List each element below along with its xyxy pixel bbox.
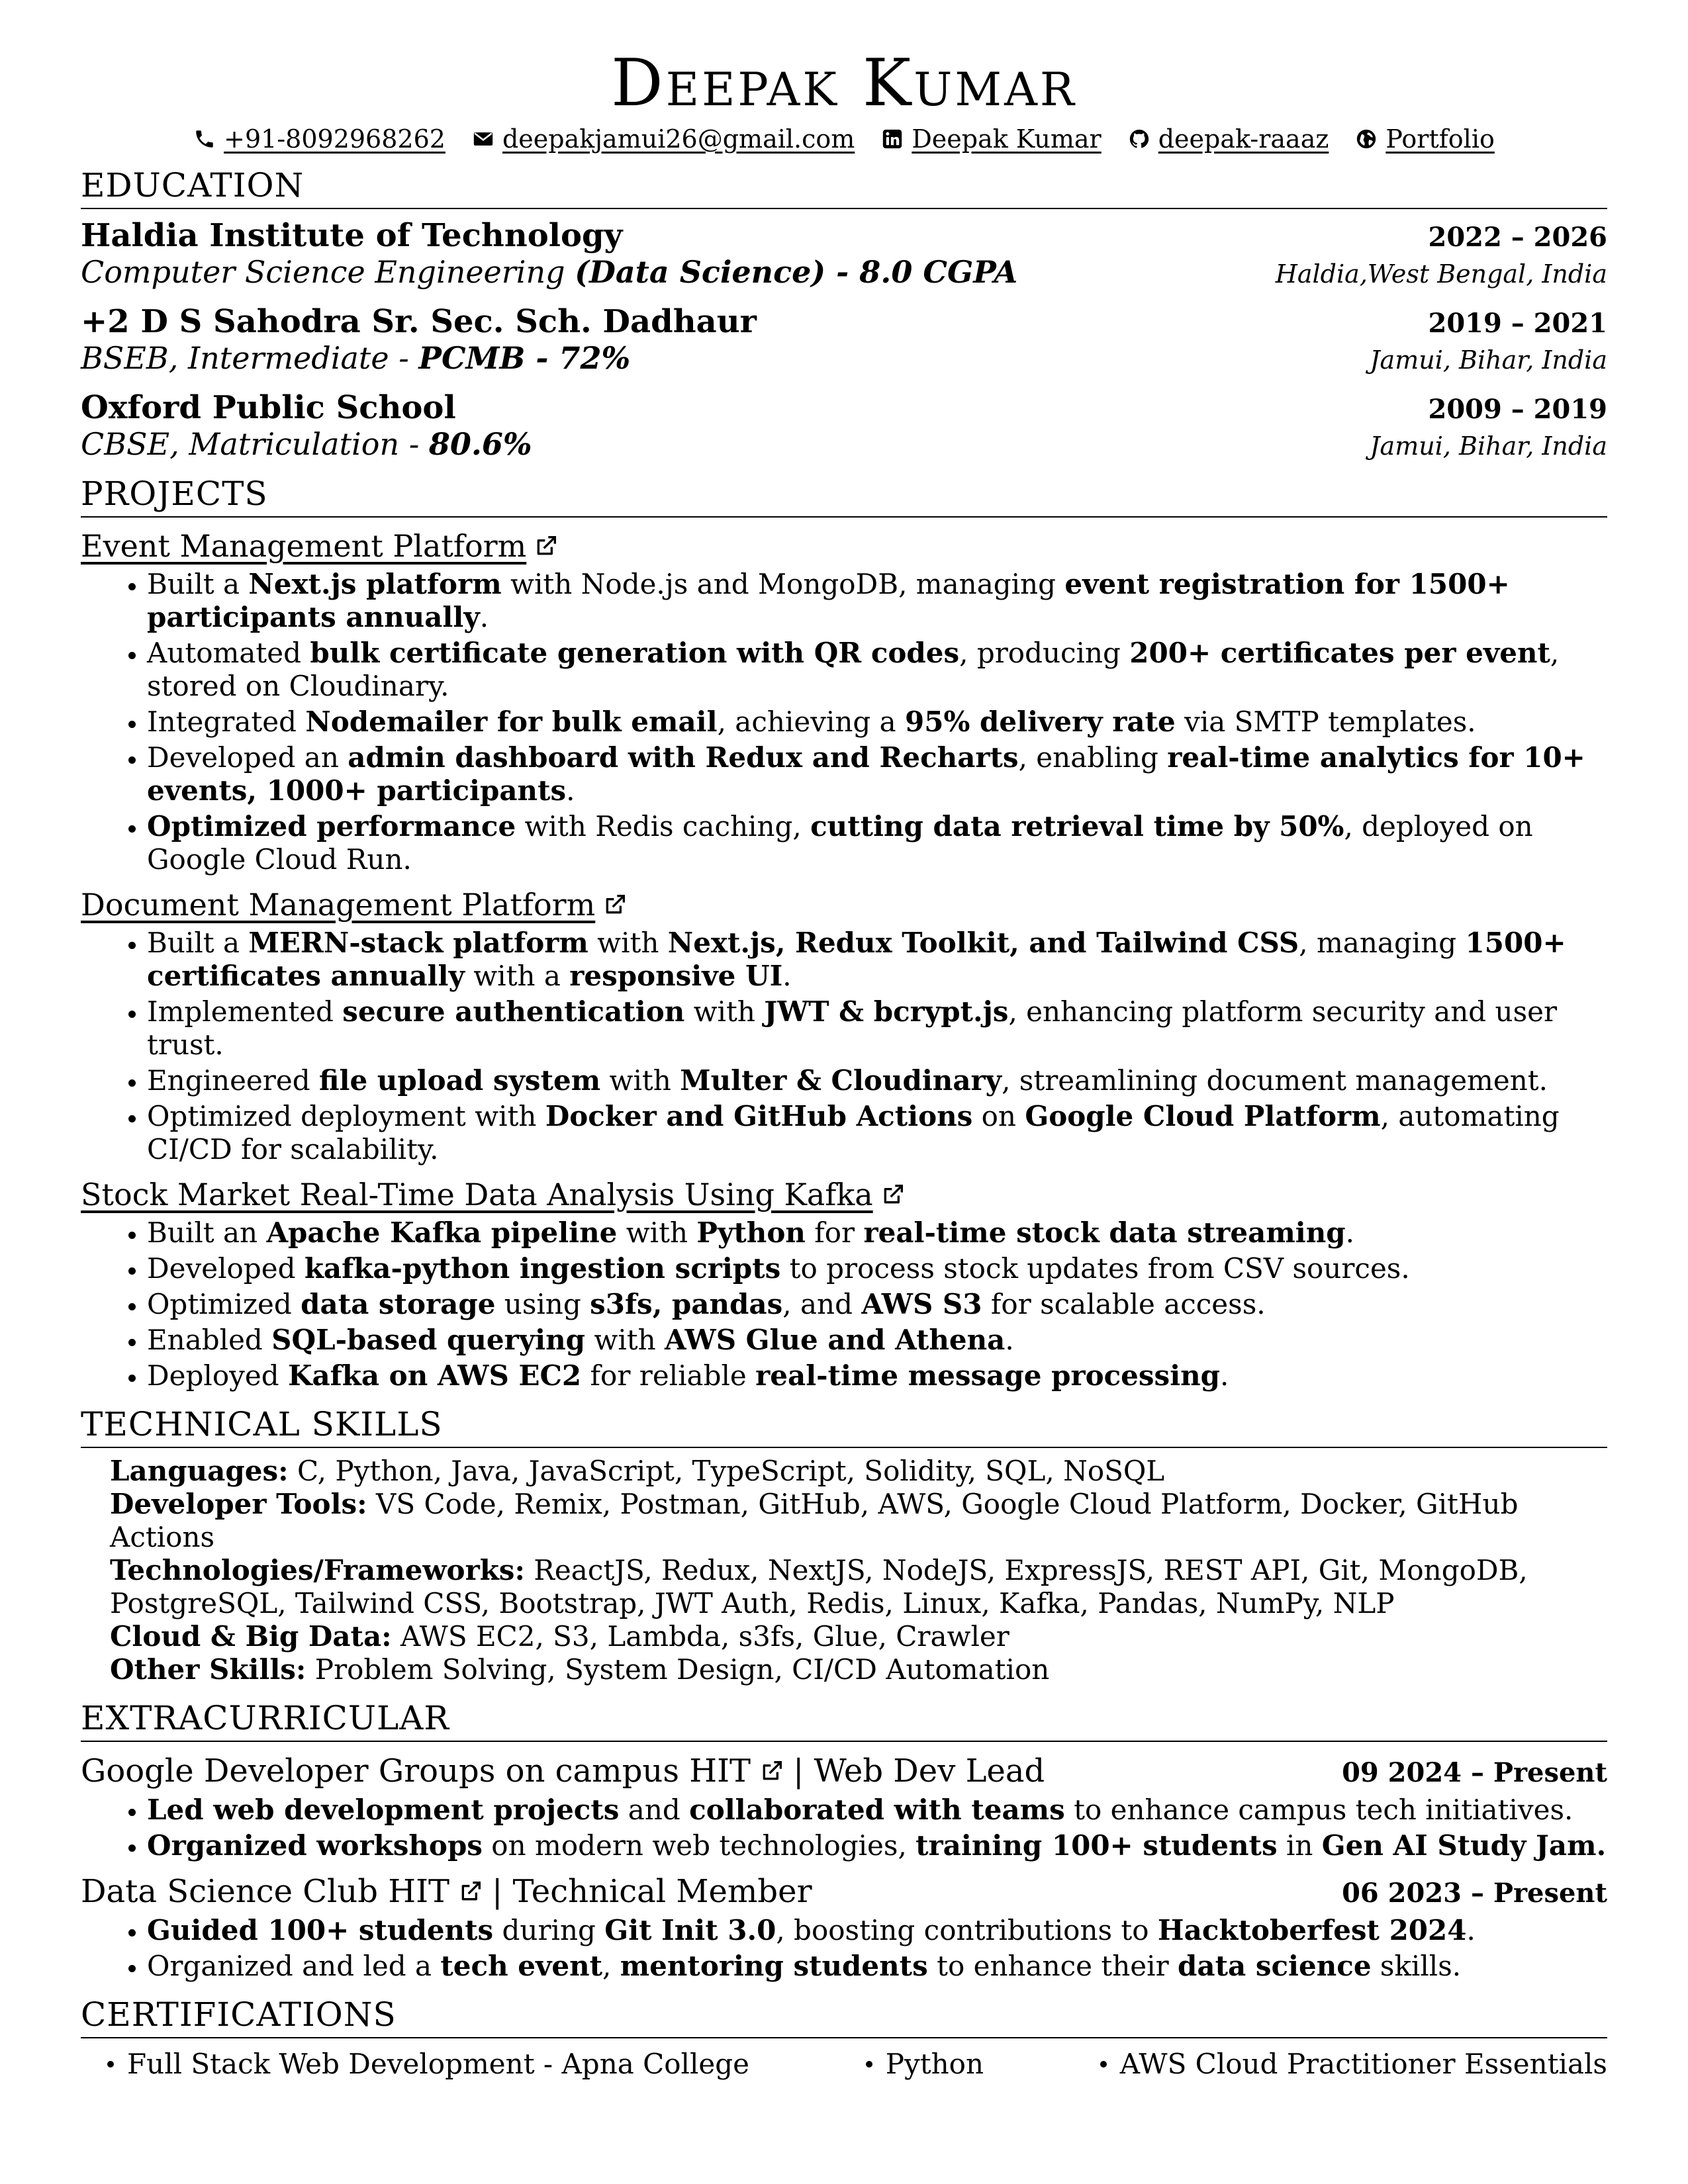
education-location: Jamui, Bihar, India [1370, 345, 1607, 375]
project-name[interactable]: Document Management Platform [81, 887, 596, 923]
bullet-item [147, 1252, 1607, 1285]
activity-dates: 09 2024 – Present [1342, 1757, 1607, 1788]
bullet-text: with Redis caching, [516, 810, 811, 842]
envelope-icon [472, 128, 494, 150]
skill-label: Languages: [110, 1455, 289, 1487]
bullet-bold-text: 95% delivery rate [905, 705, 1176, 738]
skill-label: Developer Tools: [110, 1488, 367, 1520]
bullet-item [147, 810, 1607, 876]
degree-text: CBSE, Matriculation - [81, 426, 429, 462]
bullet-text: to enhance campus tech initiatives. [1064, 1794, 1573, 1826]
bullet-item [147, 1100, 1607, 1166]
bullet-text: Built an [147, 1216, 267, 1249]
bullet-text: using [495, 1288, 590, 1320]
project-title[interactable] [81, 1177, 1607, 1212]
phone-link[interactable]: +91-8092968262 [224, 124, 445, 154]
education-dates: 2009 – 2019 [1428, 394, 1607, 425]
certifications-list [81, 2048, 1607, 2080]
activity-org: Google Developer Groups on campus HIT [81, 1752, 751, 1790]
bullet-bold-text: MERN-stack platform [248, 927, 588, 959]
bullet-item [147, 995, 1607, 1062]
bullet-bold-text: secure authentication [342, 995, 685, 1028]
activity-bullets [81, 1794, 1607, 1862]
bullet-bold-text: Docker and GitHub Actions [545, 1100, 973, 1132]
bullet-bold-text: Google Cloud Platform [1025, 1100, 1381, 1132]
phone-icon [193, 128, 216, 150]
extracurricular-heading: EXTRACURRICULAR [81, 1698, 1607, 1742]
bullet-item [147, 741, 1607, 807]
bullet-text: , stored on Cloudinary. [147, 637, 1560, 702]
skill-values: VS Code, Remix, Postman, GitHub, AWS, Google Cloud Platform, Docker, GitHub Actions [110, 1488, 1519, 1553]
skill-label: Other Skills: [110, 1653, 306, 1686]
education-row-bottom [81, 340, 1607, 376]
bullet-bold-text: s3fs, pandas [590, 1288, 783, 1320]
certification-name: AWS Cloud Practitioner Essentials [1119, 2048, 1607, 2080]
contact-bar [81, 124, 1607, 154]
activity-bullets [81, 1914, 1607, 1983]
bullet-text: during [493, 1914, 605, 1946]
skill-label: Technologies/Frameworks: [110, 1554, 525, 1586]
bullet-bold-text: 1500+ certificates annually [147, 927, 1566, 992]
degree-text: BSEB, Intermediate - [81, 340, 419, 376]
bullet-text: Developed an [147, 741, 348, 774]
bullet-bold-text: Guided 100+ students [147, 1914, 494, 1946]
bullet-item [147, 1794, 1607, 1827]
bullet-text: to process stock updates from CSV sources. [780, 1252, 1410, 1285]
project-bullets [81, 1216, 1607, 1392]
github-icon [1128, 128, 1150, 150]
bullet-text: to enhance their [927, 1950, 1178, 1982]
bullet-text: . [1466, 1914, 1476, 1946]
skill-row [110, 1488, 1607, 1554]
bullet-text: Developed [147, 1252, 305, 1285]
education-row-bottom [81, 426, 1607, 462]
email-link[interactable]: deepakjamui26@gmail.com [502, 124, 855, 154]
bullet-text: for reliable [581, 1359, 756, 1392]
activity-title [81, 1752, 1045, 1790]
contact-github[interactable] [1128, 124, 1329, 154]
bullet-text: via SMTP templates. [1175, 705, 1476, 738]
bullet-text: , streamlining document management. [1002, 1064, 1548, 1097]
bullet-bold-text: AWS Glue and Athena [665, 1324, 1006, 1356]
bullet-text: , enhancing platform security and user trust. [147, 995, 1558, 1061]
institution-name: +2 D S Sahodra Sr. Sec. Sch. Dadhaur [81, 303, 757, 340]
bullet-text: , deployed on Google Cloud Run. [147, 810, 1533, 876]
extracurricular-list [81, 1752, 1607, 1983]
degree [81, 340, 630, 376]
project-name[interactable]: Stock Market Real-Time Data Analysis Using Kafka [81, 1177, 873, 1212]
bullet-text: on modern web technologies, [482, 1829, 916, 1862]
portfolio-link[interactable]: Portfolio [1385, 124, 1495, 154]
bullet-text: Optimized [147, 1288, 301, 1320]
education-entry [81, 303, 1607, 376]
bullet-bold-text: mentoring students [620, 1950, 928, 1982]
bullet-text: for [805, 1216, 864, 1249]
bullet-text: with Node.js and MongoDB, managing [501, 568, 1065, 600]
bullet-bold-text: Apache Kafka pipeline [266, 1216, 618, 1249]
activity-title [81, 1873, 812, 1910]
bullet-text: with [617, 1216, 697, 1249]
bullet-bold-text: collaborated with teams [689, 1794, 1065, 1826]
bullet-text: skills. [1371, 1950, 1462, 1982]
bullet-text: . [479, 601, 489, 633]
bullet-bold-text: Next.js, Redux Toolkit, and Tailwind CSS [667, 927, 1299, 959]
bullet-bold-text: JWT & bcrypt.js [764, 995, 1009, 1028]
globe-icon [1355, 128, 1378, 150]
degree-score: (Data Science) - 8.0 CGPA [575, 254, 1018, 290]
education-row-bottom [81, 254, 1607, 290]
projects-list [81, 528, 1607, 1392]
bullet-bold-text: file upload system [318, 1064, 601, 1097]
bullet-text: , enabling [1018, 741, 1168, 774]
bullet-text: Optimized deployment with [147, 1100, 545, 1132]
bullet-bold-text: Multer & Cloudinary [680, 1064, 1002, 1097]
skill-label: Cloud & Big Data: [110, 1620, 392, 1653]
contact-phone[interactable] [193, 124, 445, 154]
bullet-bold-text: bulk certificate generation with QR codes [310, 637, 960, 669]
linkedin-icon [881, 128, 904, 150]
bullet-item [147, 1950, 1607, 1983]
external-link-icon[interactable] [759, 1758, 785, 1784]
activity-role: | Technical Member [492, 1873, 812, 1910]
bullet-text: , producing [959, 637, 1130, 669]
activity-dates: 06 2023 – Present [1342, 1878, 1607, 1909]
bullet-text: Integrated [147, 705, 306, 738]
contact-linkedin[interactable] [881, 124, 1101, 154]
bullet-text: . [1345, 1216, 1355, 1249]
bullet-text: Implemented [147, 995, 343, 1028]
candidate-name: Deepak Kumar [611, 46, 1077, 121]
bullet-text: Automated [147, 637, 310, 669]
bullet-text: Organized and led a [147, 1950, 441, 1982]
institution-name: Oxford Public School [81, 389, 456, 426]
project-bullets [81, 927, 1607, 1166]
certification-item [107, 2048, 749, 2080]
bullet-text: in [1277, 1829, 1322, 1862]
bullet-bold-text: Organized workshops [147, 1829, 483, 1862]
education-row-top [81, 303, 1607, 340]
external-link-icon[interactable] [457, 1878, 484, 1905]
education-dates: 2022 – 2026 [1428, 222, 1607, 253]
bullet-text: Engineered [147, 1064, 319, 1097]
bullet-dot-icon [1100, 2061, 1107, 2068]
bullet-item [147, 1829, 1607, 1862]
bullet-bold-text: real-time analytics for 10+ events, 1000+ participants [147, 741, 1585, 807]
bullet-text: , and [782, 1288, 862, 1320]
bullet-text: , automating CI/CD for scalability. [147, 1100, 1560, 1165]
skills-heading: TECHNICAL SKILLS [81, 1404, 1607, 1448]
bullet-text: Deployed [147, 1359, 288, 1392]
skill-values: ReactJS, Redux, NextJS, NodeJS, ExpressJS, REST API, Git, MongoDB, PostgreSQL, Tailwind CSS, Bootstrap, JWT Auth, Redis, Linux, Kafka, Pandas, NumPy, NLP [110, 1554, 1528, 1619]
skill-values: C, Python, Java, JavaScript, TypeScript, Solidity, SQL, NoSQL [288, 1455, 1165, 1487]
education-list [81, 217, 1607, 462]
education-location: Haldia,West Bengal, India [1275, 259, 1607, 289]
bullet-bold-text: Python [696, 1216, 806, 1249]
project-bullets [81, 568, 1607, 876]
skill-row [110, 1620, 1607, 1653]
bullet-text: , boosting contributions to [776, 1914, 1158, 1946]
certifications-heading: CERTIFICATIONS [81, 1995, 1607, 2038]
skill-row [110, 1653, 1607, 1686]
bullet-bold-text: Hacktoberfest 2024 [1157, 1914, 1467, 1946]
bullet-bold-text: training 100+ students [915, 1829, 1278, 1862]
bullet-bold-text: Gen AI Study Jam. [1321, 1829, 1607, 1862]
bullet-text: , achieving a [717, 705, 906, 738]
education-location: Jamui, Bihar, India [1370, 432, 1607, 461]
bullet-text: with [585, 1324, 665, 1356]
bullet-bold-text: SQL-based querying [271, 1324, 586, 1356]
education-dates: 2019 – 2021 [1428, 308, 1607, 339]
certification-item [1100, 2048, 1607, 2080]
activity-header [81, 1873, 1607, 1910]
skill-row [110, 1455, 1607, 1488]
bullet-bold-text: data storage [301, 1288, 496, 1320]
bullet-text: with [600, 1064, 680, 1097]
contact-portfolio[interactable] [1355, 124, 1494, 154]
bullet-bold-text: AWS S3 [861, 1288, 982, 1320]
bullet-text: . [782, 960, 792, 992]
bullet-bold-text: Git Init 3.0 [604, 1914, 776, 1946]
education-entry [81, 217, 1607, 290]
external-link-icon[interactable] [880, 1181, 906, 1208]
bullet-bold-text: responsive UI [569, 960, 783, 992]
education-row-top [81, 389, 1607, 426]
project-name[interactable]: Event Management Platform [81, 528, 527, 564]
bullet-text: Built a [147, 927, 249, 959]
degree [81, 254, 1017, 290]
bullet-item [147, 1914, 1607, 1947]
bullet-dot-icon [866, 2061, 872, 2068]
skill-values: Problem Solving, System Design, CI/CD Automation [306, 1653, 1050, 1686]
bullet-item [147, 637, 1607, 703]
skills-list [81, 1455, 1607, 1686]
certification-item [866, 2048, 984, 2080]
external-link-icon[interactable] [533, 533, 559, 559]
bullet-item [147, 1288, 1607, 1321]
github-link[interactable]: deepak-raaaz [1158, 124, 1329, 154]
bullet-bold-text: tech event [440, 1950, 603, 1982]
bullet-bold-text: event registration for 1500+ participants annually [147, 568, 1510, 633]
bullet-item [147, 1216, 1607, 1250]
degree-score: 80.6% [428, 426, 532, 462]
bullet-text: with a [464, 960, 570, 992]
degree [81, 426, 532, 462]
bullet-item [147, 927, 1607, 993]
activity-header [81, 1752, 1607, 1790]
bullet-text: . [1220, 1359, 1229, 1392]
activity-org: Data Science Club HIT [81, 1873, 450, 1910]
education-heading: EDUCATION [81, 165, 1607, 209]
contact-email[interactable] [472, 124, 855, 154]
bullet-dot-icon [107, 2061, 114, 2068]
bullet-text: , managing [1299, 927, 1466, 959]
bullet-text: with [684, 995, 765, 1028]
bullet-text: , [602, 1950, 620, 1982]
bullet-item [147, 1324, 1607, 1357]
bullet-item [147, 568, 1607, 634]
bullet-text: with [588, 927, 668, 959]
bullet-text: . [1005, 1324, 1014, 1356]
bullet-text: and [619, 1794, 690, 1826]
bullet-bold-text: 200+ certificates per event [1129, 637, 1550, 669]
bullet-bold-text: Nodemailer for bulk email [305, 705, 718, 738]
bullet-bold-text: Next.js platform [248, 568, 502, 600]
bullet-bold-text: real-time stock data streaming [863, 1216, 1346, 1249]
bullet-bold-text: real-time message processing [755, 1359, 1221, 1392]
skill-row [110, 1554, 1607, 1620]
bullet-bold-text: data science [1178, 1950, 1372, 1982]
degree-text: Computer Science Engineering [81, 254, 575, 290]
activity-role: | Web Dev Lead [793, 1752, 1045, 1790]
certification-name: Full Stack Web Development - Apna College [127, 2048, 750, 2080]
bullet-text: Built a [147, 568, 249, 600]
project-title[interactable] [81, 528, 1607, 564]
education-entry [81, 389, 1607, 462]
certification-name: Python [885, 2048, 984, 2080]
bullet-item [147, 1064, 1607, 1097]
bullet-bold-text: admin dashboard with Redux and Recharts [348, 741, 1019, 774]
bullet-bold-text: kafka-python ingestion scripts [304, 1252, 781, 1285]
bullet-text: on [972, 1100, 1025, 1132]
education-row-top [81, 217, 1607, 254]
bullet-bold-text: Optimized performance [147, 810, 516, 842]
bullet-bold-text: cutting data retrieval time by 50% [810, 810, 1344, 842]
bullet-item [147, 705, 1607, 739]
skill-values: AWS EC2, S3, Lambda, s3fs, Glue, Crawler [391, 1620, 1009, 1653]
bullet-text: Enabled [147, 1324, 272, 1356]
projects-heading: PROJECTS [81, 474, 1607, 518]
bullet-bold-text: Led web development projects [147, 1794, 620, 1826]
bullet-text: for scalable access. [982, 1288, 1266, 1320]
degree-score: PCMB - 72% [418, 340, 631, 376]
bullet-item [147, 1359, 1607, 1392]
bullet-bold-text: Kafka on AWS EC2 [287, 1359, 582, 1392]
project-title[interactable] [81, 887, 1607, 923]
bullet-text: . [566, 774, 575, 807]
institution-name: Haldia Institute of Technology [81, 217, 623, 254]
external-link-icon[interactable] [602, 891, 628, 918]
linkedin-link[interactable]: Deepak Kumar [912, 124, 1102, 154]
